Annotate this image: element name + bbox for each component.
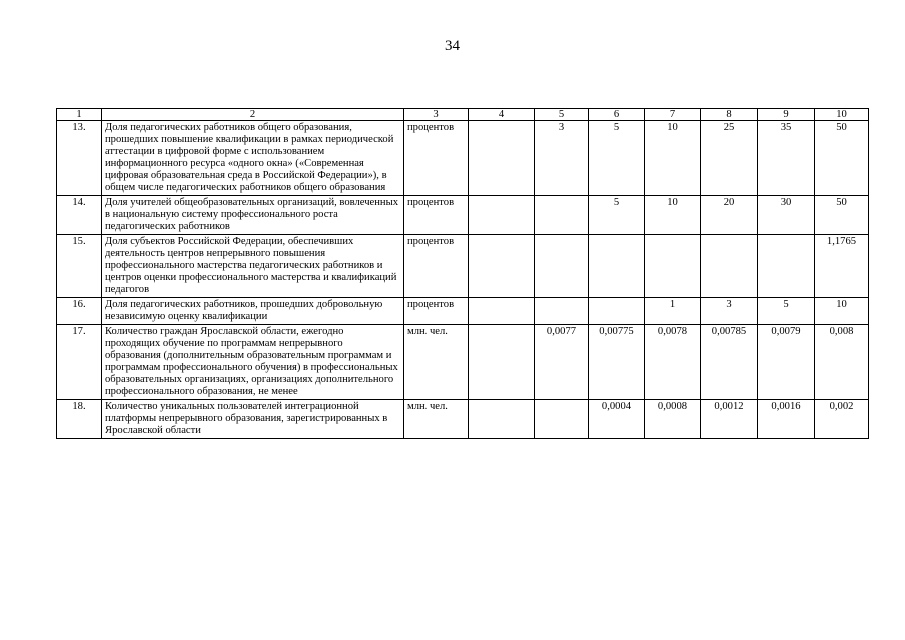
value-cell: 25 — [701, 121, 758, 196]
value-cell — [469, 121, 535, 196]
value-cell: 1,1765 — [815, 235, 869, 298]
header-cell: 3 — [404, 109, 469, 121]
value-cell — [758, 235, 815, 298]
unit-cell: млн. чел. — [404, 325, 469, 400]
header-cell: 4 — [469, 109, 535, 121]
value-cell: 20 — [701, 196, 758, 235]
page-number: 34 — [445, 38, 460, 54]
header-cell: 1 — [57, 109, 102, 121]
row-number-cell: 16. — [57, 298, 102, 325]
table-row — [57, 235, 869, 298]
header-cell: 2 — [102, 109, 404, 121]
value-cell: 10 — [645, 121, 701, 196]
header-cell: 10 — [815, 109, 869, 121]
value-cell — [469, 325, 535, 400]
header-cell: 8 — [701, 109, 758, 121]
value-cell: 0,00775 — [589, 325, 645, 400]
indicator-name-cell: Доля субъектов Российской Федерации, обеспечивших деятельность центров непрерывного повышения профессионального мастерства педагогических работников и центров оценки профессионального мастерства и квалификаций педагогов — [102, 235, 404, 298]
value-cell: 0,0077 — [535, 325, 589, 400]
indicator-name-cell: Доля педагогических работников, прошедших добровольную независимую оценку квалификации — [102, 298, 404, 325]
value-cell: 50 — [815, 196, 869, 235]
value-cell: 0,00785 — [701, 325, 758, 400]
indicators-table — [56, 108, 869, 439]
value-cell: 0,0016 — [758, 400, 815, 439]
table-row — [57, 196, 869, 235]
value-cell: 1 — [645, 298, 701, 325]
value-cell — [535, 400, 589, 439]
value-cell — [589, 235, 645, 298]
unit-cell: процентов — [404, 196, 469, 235]
value-cell — [535, 298, 589, 325]
table-row — [57, 325, 869, 400]
row-number-cell: 15. — [57, 235, 102, 298]
table-header-row — [57, 109, 869, 121]
value-cell — [469, 298, 535, 325]
indicator-name-cell: Количество уникальных пользователей интеграционной платформы непрерывного образования, зарегистрированных в Ярославской области — [102, 400, 404, 439]
value-cell: 0,0079 — [758, 325, 815, 400]
row-number-cell: 13. — [57, 121, 102, 196]
value-cell: 0,002 — [815, 400, 869, 439]
table-row — [57, 121, 869, 196]
value-cell — [469, 235, 535, 298]
unit-cell: процентов — [404, 298, 469, 325]
value-cell — [535, 235, 589, 298]
value-cell: 50 — [815, 121, 869, 196]
value-cell: 0,0008 — [645, 400, 701, 439]
header-cell: 7 — [645, 109, 701, 121]
indicator-name-cell: Количество граждан Ярославской области, ежегодно проходящих обучение по программам непрерывного образования (дополнительным образовательным программам и программам профессионального обучения) в профессиональных образовательных организациях, организациях дополнительного профессионального образования, не менее — [102, 325, 404, 400]
value-cell: 5 — [758, 298, 815, 325]
value-cell — [535, 196, 589, 235]
row-number-cell: 14. — [57, 196, 102, 235]
value-cell: 5 — [589, 121, 645, 196]
value-cell: 0,0012 — [701, 400, 758, 439]
table-row — [57, 400, 869, 439]
table-row — [57, 298, 869, 325]
header-cell: 6 — [589, 109, 645, 121]
value-cell: 10 — [645, 196, 701, 235]
row-number-cell: 18. — [57, 400, 102, 439]
value-cell: 3 — [535, 121, 589, 196]
indicator-name-cell: Доля педагогических работников общего образования, прошедших повышение квалификации в рамках периодической аттестации в цифровой форме с использованием информационного ресурса «одного окна» («Современная цифровая образовательная среда в Российской Федерации»), в общем числе педагогических работников общего образования — [102, 121, 404, 196]
header-cell: 9 — [758, 109, 815, 121]
value-cell: 0,008 — [815, 325, 869, 400]
value-cell: 0,0078 — [645, 325, 701, 400]
unit-cell: процентов — [404, 121, 469, 196]
value-cell — [589, 298, 645, 325]
value-cell — [701, 235, 758, 298]
unit-cell: процентов — [404, 235, 469, 298]
value-cell — [469, 400, 535, 439]
unit-cell: млн. чел. — [404, 400, 469, 439]
value-cell: 10 — [815, 298, 869, 325]
value-cell: 5 — [589, 196, 645, 235]
row-number-cell: 17. — [57, 325, 102, 400]
value-cell: 30 — [758, 196, 815, 235]
value-cell — [645, 235, 701, 298]
indicator-name-cell: Доля учителей общеобразовательных организаций, вовлеченных в национальную систему профессионального роста педагогических работников — [102, 196, 404, 235]
value-cell — [469, 196, 535, 235]
value-cell: 3 — [701, 298, 758, 325]
header-cell: 5 — [535, 109, 589, 121]
value-cell: 0,0004 — [589, 400, 645, 439]
value-cell: 35 — [758, 121, 815, 196]
